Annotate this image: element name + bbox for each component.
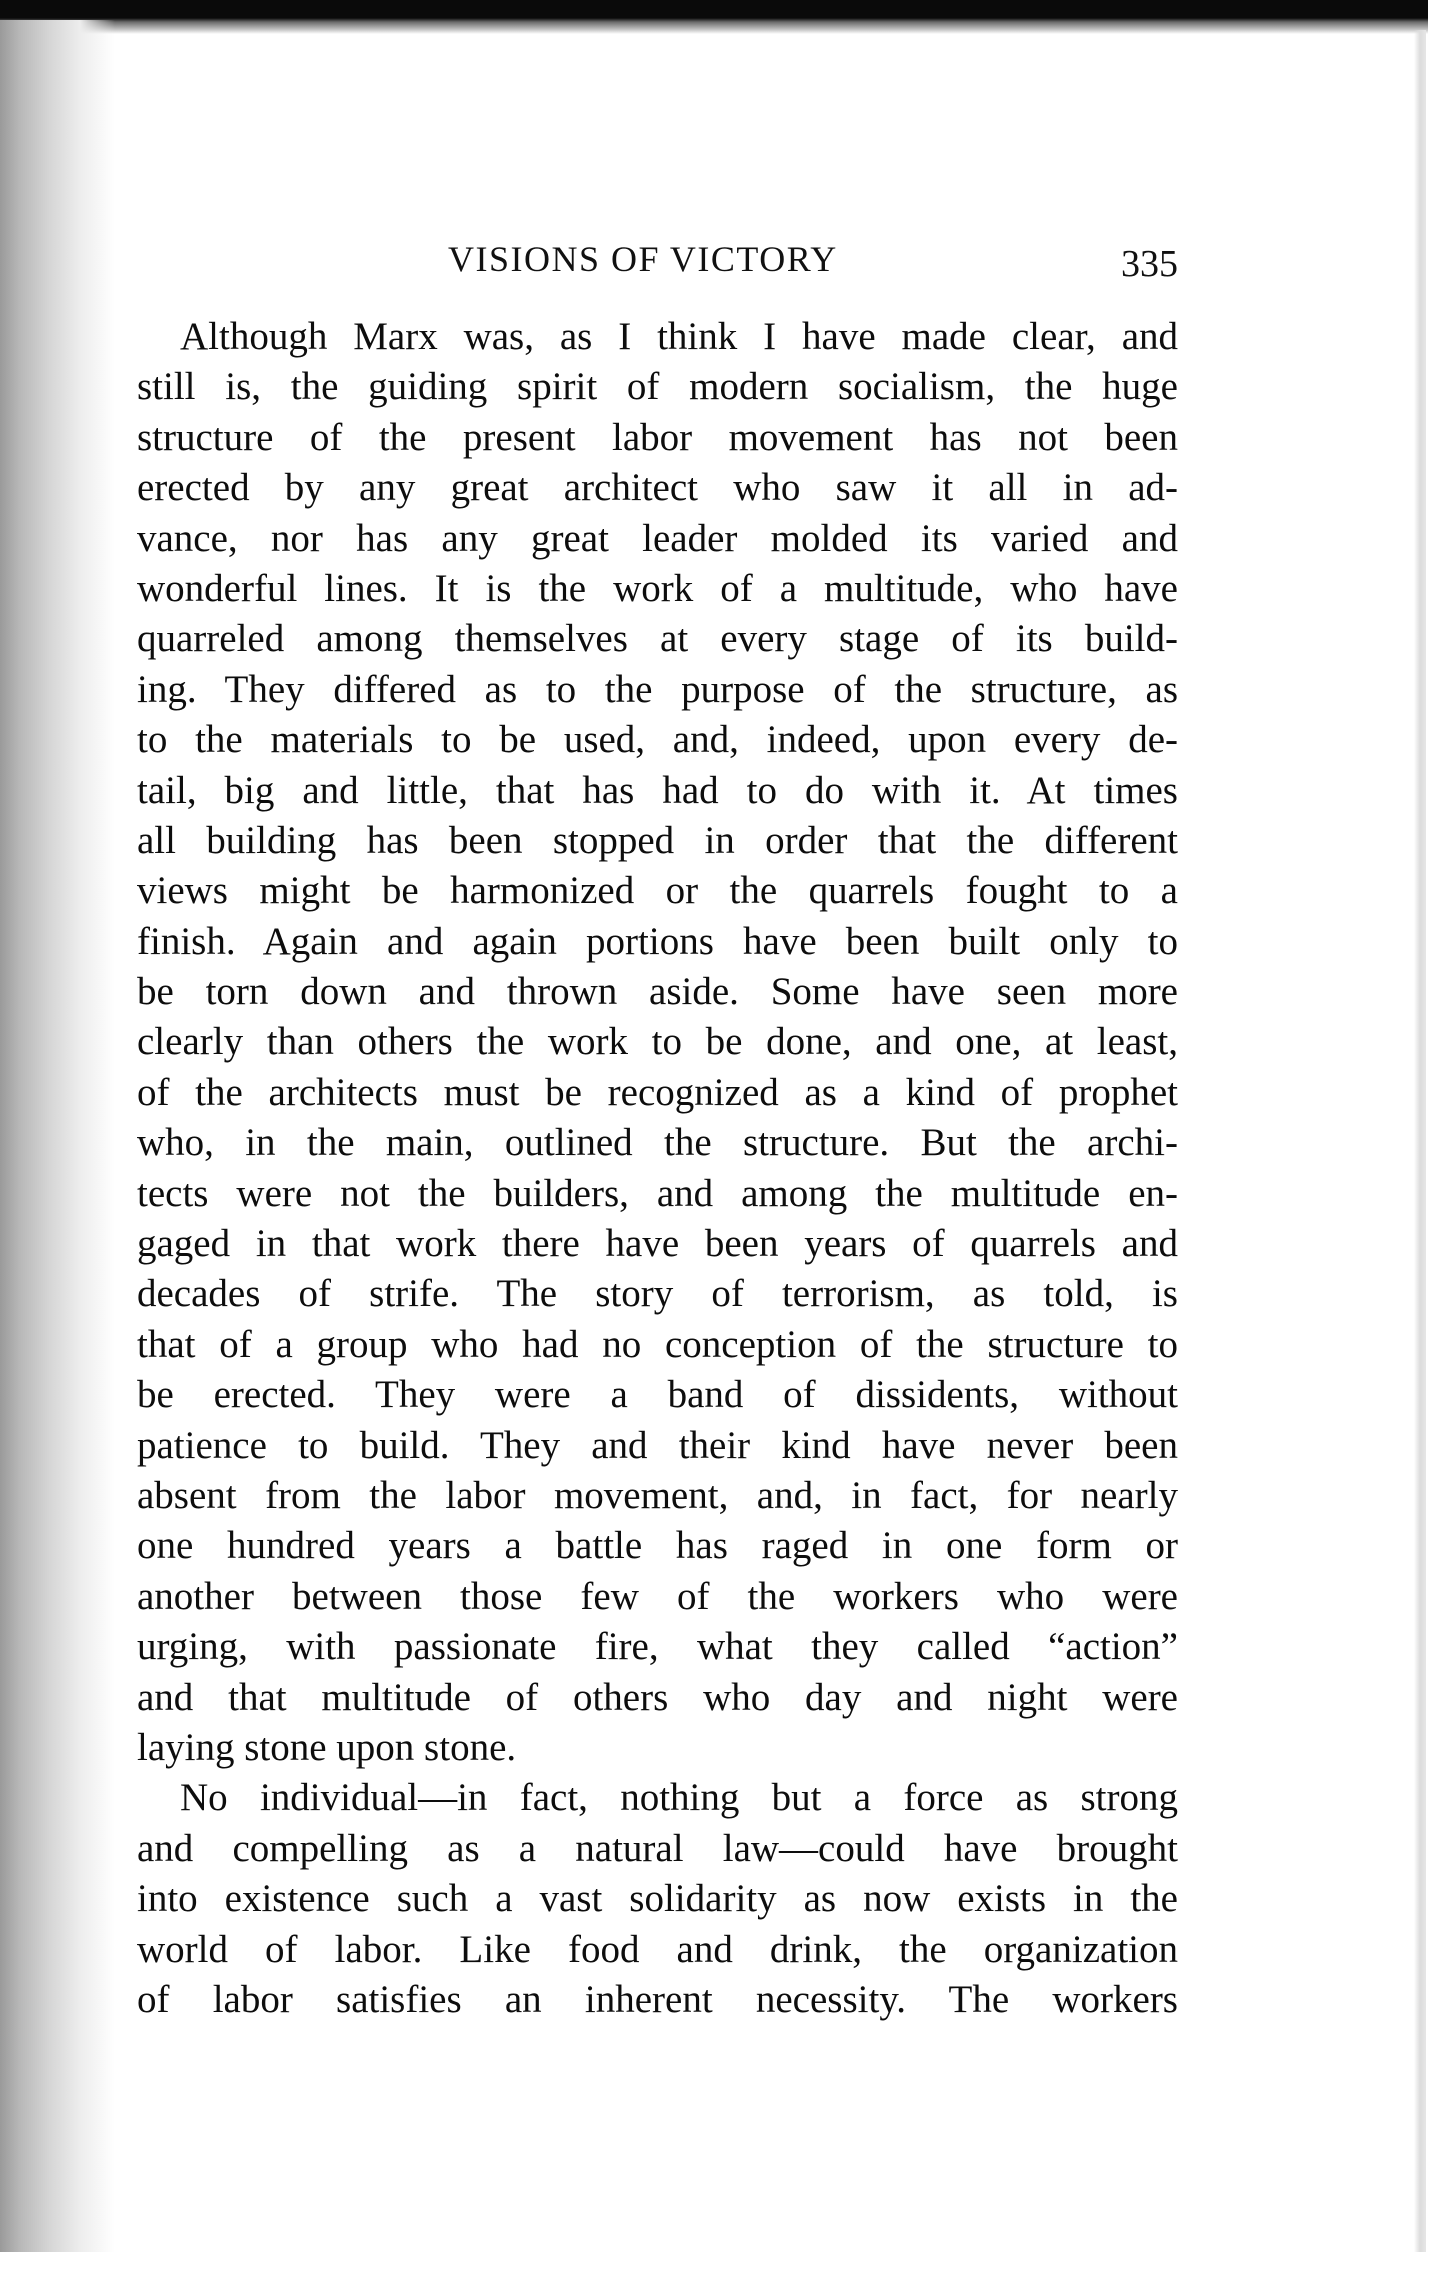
text-line: patience to build. They and their kind have never been — [137, 1423, 1178, 1467]
text-line: all building has been stopped in order that the different — [137, 818, 1178, 862]
text-line: still is, the guiding spirit of modern socialism, the huge — [137, 365, 1178, 409]
text-line: to the materials to be used, and, indeed, upon every de- — [137, 718, 1178, 762]
running-head — [137, 238, 1178, 290]
text-line: tects were not the builders, and among the multitude en- — [137, 1171, 1178, 1215]
text-line: laying stone upon stone. — [137, 1725, 517, 1769]
paragraph — [137, 1773, 1178, 2025]
text-line: tail, big and little, that has had to do with it. At times — [137, 768, 1178, 812]
text-line: absent from the labor movement, and, in fact, for nearly — [137, 1473, 1178, 1517]
body-text — [137, 312, 1178, 2025]
text-line: wonderful lines. It is the work of a multitude, who have — [137, 566, 1178, 610]
paragraph — [137, 312, 1178, 1773]
text-line: clearly than others the work to be done, and one, at least, — [137, 1020, 1178, 1064]
text-line: Although Marx was, as I think I have made clear, and — [180, 315, 1178, 358]
text-line: vance, nor has any great leader molded its varied and — [137, 516, 1178, 560]
scan-top-shadow — [0, 0, 1428, 34]
text-line: into existence such a vast solidarity as now exists in the — [137, 1877, 1178, 1921]
text-line: No individual—in fact, nothing but a force as strong — [180, 1776, 1178, 1820]
text-line: of the architects must be recognized as a kind of prophet — [137, 1070, 1178, 1114]
text-line: decades of strife. The story of terrorism, as told, is — [137, 1272, 1178, 1316]
text-line: gaged in that work there have been years of quarrels and — [137, 1222, 1178, 1266]
text-line: structure of the present labor movement has not been — [137, 415, 1178, 459]
text-line: be torn down and thrown aside. Some have seen more — [137, 970, 1178, 1014]
text-line: who, in the main, outlined the structure. But the archi- — [137, 1121, 1178, 1165]
scan-gutter-shadow — [0, 20, 115, 2252]
text-line: one hundred years a battle has raged in one form or — [137, 1524, 1178, 1568]
text-line: another between those few of the workers who were — [137, 1574, 1178, 1618]
running-title: VISIONS OF VICTORY — [448, 239, 838, 279]
scan-right-edge — [1414, 30, 1426, 2252]
text-line: finish. Again and again portions have been built only to — [137, 919, 1178, 963]
text-line: ing. They differed as to the purpose of the structure, as — [137, 667, 1178, 711]
text-line: that of a group who had no conception of the structure to — [137, 1322, 1178, 1366]
text-line: views might be harmonized or the quarrels fought to a — [137, 869, 1178, 913]
text-line: and that multitude of others who day and night were — [137, 1675, 1178, 1719]
text-line: be erected. They were a band of dissidents, without — [137, 1373, 1178, 1417]
text-line: quarreled among themselves at every stage of its build- — [137, 617, 1178, 661]
page-number: 335 — [1121, 243, 1178, 285]
text-line: urging, with passionate fire, what they called “action” — [137, 1625, 1178, 1669]
text-line: erected by any great architect who saw it all in ad- — [137, 466, 1178, 510]
text-line: world of labor. Like food and drink, the organization — [137, 1927, 1178, 1971]
text-line: and compelling as a natural law—could have brought — [137, 1826, 1178, 1870]
text-line: of labor satisfies an inherent necessity. The workers — [137, 1977, 1178, 2021]
